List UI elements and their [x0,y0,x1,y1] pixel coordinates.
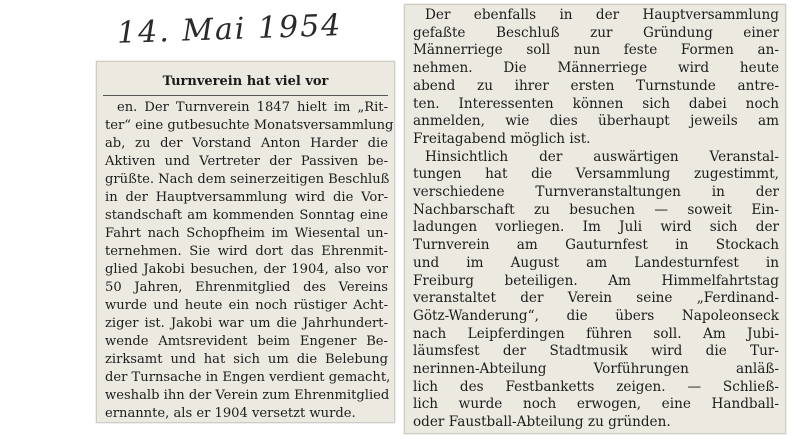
text-line: nerinnen-Abteilung Vorführungen anläß- [413,361,779,378]
text-line: Hinsichtlich der auswärtigen Veranstal- [425,148,779,165]
text-line: Götz-Wanderung“, die übers Napoleonseck [413,307,779,324]
text-line: Freiburg beteiligen. Am Himmelfahrtstag [413,272,779,289]
text-line: Der ebenfalls in der Hauptversammlung [425,7,779,23]
text-line: ternehmen. Sie wird dort das Ehrenmit- [105,244,388,259]
text-line: zirksamt und hat sich um die Belebung [105,352,388,367]
text-line: ladungen vorliegen. Im Juli wird sich der [413,219,779,236]
text-line: und im August am Landesturnfest in [413,254,779,271]
article-body-left [105,99,394,423]
text-line: en. Der Turnverein 1847 hielt im „Rit- [117,100,388,115]
clipping-right-column [404,4,786,434]
text-line: Turnverein am Gauturnfest in Stockach [413,237,779,254]
text-line: standschaft am kommenden Sonntag eine [105,208,388,223]
text-line: in der Hauptversammlung wird die Vor- [105,190,388,205]
text-line: der Turnsache in Engen verdient gemacht, [105,370,391,385]
text-line: weshalb ihn der Verein zum Ehrenmitglied [105,388,390,403]
text-line: oder Faustball-Abteilung zu gründen. [413,414,671,431]
text-line: gefaßte Beschluß zur Gründung einer [413,24,779,41]
text-line: anmelden, wie dies überhaupt jeweils am [413,113,779,130]
text-line: wende Amtsrevident beim Engener Be- [105,334,388,349]
text-line: Nachbarschaft zu besuchen — soweit Ein- [413,201,779,218]
text-line: ab, zu der Vorstand Anton Harder die [105,136,388,151]
text-line: lich des Festbanketts zeigen. — Schließ- [413,378,779,395]
text-line: ziger ist. Jakobi war um die Jahrhundert- [105,316,388,331]
text-line: veranstaltet der Verein seine „Ferdinand- [413,290,779,307]
handwritten-date: 14. Mai 1954 [116,8,343,51]
text-line: Männerriege soll nun feste Formen an- [413,42,779,59]
text-line: ten. Interessenten können sich dabei noch [413,95,779,112]
article-body-right [413,7,779,432]
text-line: glied Jakobi besuchen, der 1904, also vor [105,262,388,277]
text-line: ter“ eine gutbesuchte Monatsversammlung [105,118,394,133]
text-line: Aktiven und Vertreter der Passiven be- [105,154,388,169]
text-line: tungen hat die Versammlung zugestimmt, [413,166,779,183]
text-line: ernannte, als er 1904 versetzt wurde. [105,406,356,421]
text-line: wurde und heute ein noch rüstiger Acht- [105,298,388,313]
headline-rule [103,95,388,96]
text-line: Freitagabend möglich ist. [413,130,591,147]
text-line: nach Leipferdingen führen soll. Am Jubi- [413,325,779,342]
text-line: Fahrt nach Schopfheim im Wiesental un- [105,226,388,241]
text-line: verschiedene Turnveranstaltungen in der [413,184,779,201]
article-headline: Turnverein hat viel vor [162,74,329,89]
text-line: nehmen. Die Männerriege wird heute [413,60,779,77]
text-line: 50 Jahren, Ehrenmitglied des Vereins [105,280,388,295]
text-line: lich wurde noch erwogen, eine Handball- [413,396,779,413]
text-line: läumsfest der Stadtmusik wird die Tur- [413,343,779,360]
text-line: grüßte. Nach dem seinerzeitigen Beschluß [105,172,390,187]
clipping-left-column [96,61,395,423]
text-line: abend zu ihrer ersten Turnstunde antre- [413,77,779,94]
